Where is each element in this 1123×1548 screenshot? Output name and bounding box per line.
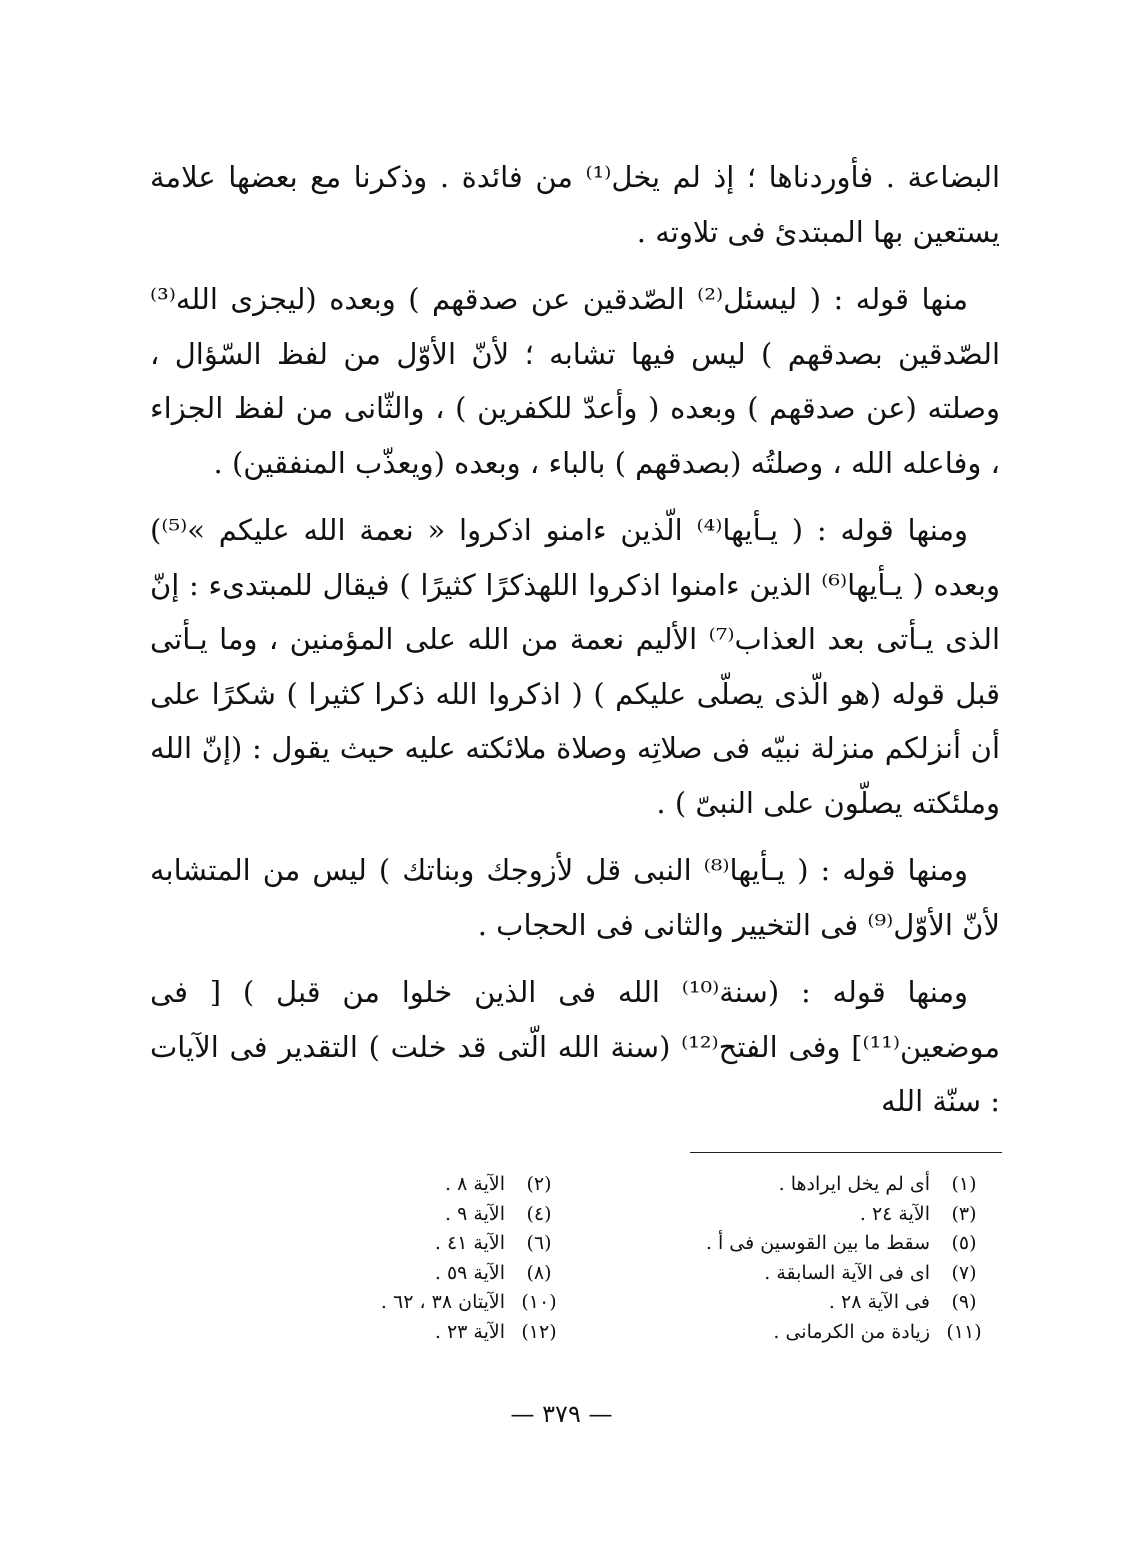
- footnote-text: أى لم يخل ايرادها .: [778, 1173, 930, 1195]
- footnote-separator: [690, 1152, 1002, 1153]
- footnote: [300, 1229, 565, 1259]
- footnote: [640, 1288, 990, 1318]
- footnote-number: (٩): [951, 1291, 977, 1313]
- footnote-number: (١): [951, 1173, 977, 1195]
- footnote-number: (٤): [526, 1202, 552, 1225]
- footnote-text: فى الآية ٢٨ .: [828, 1291, 930, 1313]
- footnote-text: الآية ٥٩ .: [434, 1261, 505, 1284]
- paragraph: ومنها قوله : ( يـأيها⁽⁴⁾ الّذين ءامنو اذكروا « نعمة الله عليكم »⁽⁵⁾) وبعده ( يـأيها⁽⁶⁾ الذين ءامنوا اذكروا اللهذكرًا كثيرًا ) فيقال للمبتدىء : إنّ الذى يـأتى بعد العذاب⁽⁷⁾ الأليم نعمة من الله على المؤمنين ، وما يـأتى قبل قوله (هو الّذى يصلّى عليكم ) ( اذكروا الله ذكرا كثيرا ) شكرًا على أن أنزلكم منزلة نبيّه فى صلاتِه وصلاة ملائكته عليه حيث يقول : (إنّ الله وملئكته يصلّون على النبىّ ) .: [150, 513, 1000, 820]
- footnote-text: اى فى الآية السابقة .: [764, 1261, 930, 1284]
- footnote: [640, 1200, 990, 1230]
- paragraph: ومنها قوله : ( يـأيها⁽⁸⁾ النبى قل لأزوجك وبناتك ) ليس من المتشابه لأنّ الأوّل⁽⁹⁾ فى التخيير والثانى فى الحجاب .: [150, 853, 1000, 942]
- footnote: [300, 1318, 565, 1348]
- footnote: [300, 1170, 565, 1200]
- page-number: — ٣٧٩ —: [510, 1400, 613, 1428]
- footnotes-left-column: [300, 1170, 565, 1347]
- footnote-number: (٢): [526, 1173, 552, 1195]
- paragraph: منها قوله : ( ليسئل⁽²⁾ الصّدقين عن صدقهم ) وبعده (ليجزى الله⁽³⁾ الصّدقين بصدقهم ) ليس فيها تشابه ؛ لأنّ الأوّل من لفظ السّؤال ، وصلته (عن صدقهم ) وبعده ( وأعدّ للكفرين ) ، والثّانى من لفظ الجزاء ، وفاعله الله ، وصلتُه (بصدقهم ) بالباء ، وبعده (ويعذّب المنفقين) .: [150, 282, 1000, 480]
- footnote: [300, 1288, 565, 1318]
- footnote-text: الآية ٢٤ .: [859, 1202, 930, 1225]
- paragraph: البضاعة . فأوردناها ؛ إذ لم يخل⁽¹⁾ من فائدة . وذكرنا مع بعضها علامة يستعين بها المبتدئ فى تلاوته .: [150, 160, 1000, 249]
- footnote-number: (١٢): [521, 1320, 557, 1343]
- footnote-number: (٣): [951, 1202, 977, 1225]
- footnote: [640, 1229, 990, 1259]
- footnote-number: (١٠): [521, 1291, 557, 1313]
- footnote-text: الآية ٩ .: [445, 1202, 505, 1225]
- footnote-number: (٧): [951, 1261, 977, 1284]
- footnotes-right-column: [640, 1170, 990, 1347]
- footnote-text: الآية ٨ .: [445, 1173, 505, 1195]
- footnote-text: الآية ٢٣ .: [434, 1320, 505, 1343]
- footnote-text: الآيتان ٣٨ ، ٦٢ .: [380, 1291, 505, 1313]
- footnote-number: (١١): [946, 1320, 982, 1343]
- paragraph: ومنها قوله : (سنة⁽¹⁰⁾ الله فى الذين خلوا من قبل ) [ فى موضعين⁽¹¹⁾] وفى الفتح⁽¹²⁾ (سنة الله الّتى قد خلت ) التقدير فى الآيات : سنّة الله: [150, 975, 1000, 1118]
- footnote: [640, 1259, 990, 1289]
- footnote: [640, 1170, 990, 1200]
- footnote: [300, 1259, 565, 1289]
- footnote-number: (٥): [951, 1232, 977, 1254]
- footnote-text: الآية ٤١ .: [434, 1232, 505, 1254]
- footnote: [300, 1200, 565, 1230]
- main-text: [150, 150, 1000, 1142]
- footnote-text: سقط ما بين القوسين فى أ .: [705, 1232, 930, 1254]
- footnote-number: (٦): [526, 1232, 552, 1254]
- footnote-number: (٨): [526, 1261, 552, 1284]
- footnote-text: زيادة من الكرمانى .: [773, 1320, 930, 1343]
- footnote: [640, 1318, 990, 1348]
